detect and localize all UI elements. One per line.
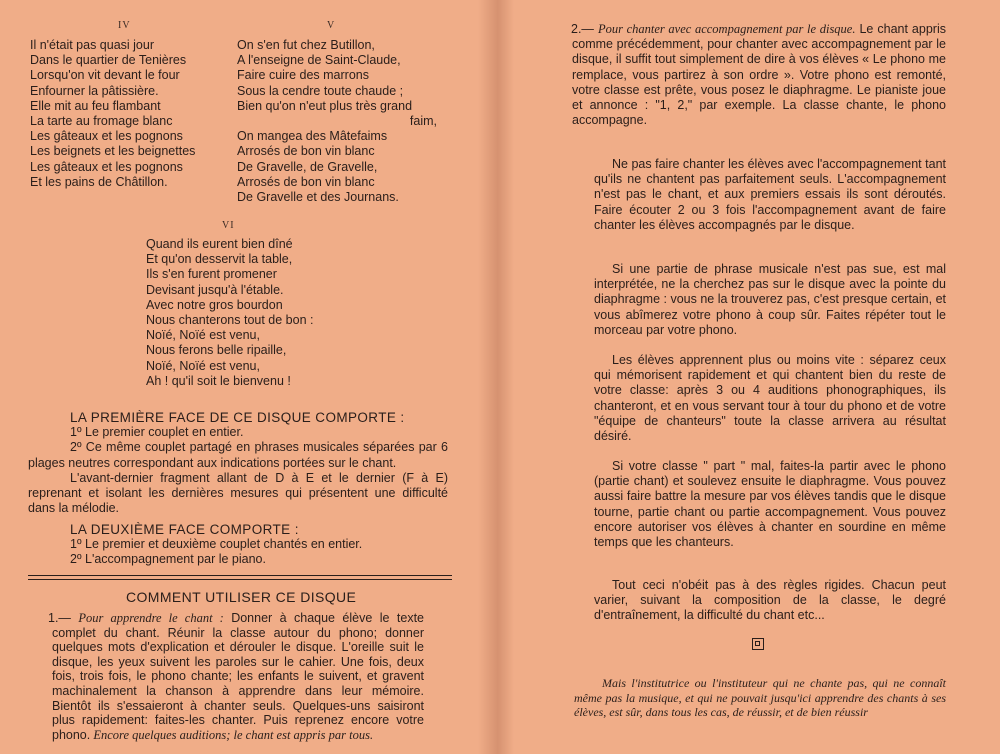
face-one-item: 2º Ce même couplet partagé en phrases musicales séparées par 6 plages neutres correspondant aux indications portées sur le chant. [28, 440, 448, 470]
stanza-vi-numeral: VI [222, 220, 235, 231]
stanza-v-numeral: V [327, 20, 336, 31]
verse-line: Nous chanterons tout de bon : [146, 313, 314, 328]
verse-line: faim, [409, 114, 437, 129]
stanza-v [237, 38, 437, 205]
step-body: Le chant appris comme précédemment, pour chanter avec accompagnement par le disque, il suffit tout simplement de dire à vos élèves « Le phono me remplace, vous partirez à son ordre ». Votre phono est remonté, votre classe est prête, vous posez le diaphragme. Le pianiste joue et annonce : "1, 2," par exemple. La classe chante, le phono accompagne. [572, 22, 946, 128]
verse-line: Les gâteaux et les pognons [30, 129, 183, 144]
verse-line: Enfourner la pâtissière. [30, 83, 159, 98]
verse-line: On mangea des Mâtefaims [237, 129, 388, 144]
step-number: 1.— [48, 611, 71, 625]
verse-line: De Gravelle, de Gravelle, [237, 159, 378, 174]
verse-line: Elle mit au feu flambant [30, 98, 161, 113]
paragraph-phrase: Si une partie de phrase musicale n'est pas sue, est mal interprétée, ne la cherchez pas sur le disque avec la pointe du diaphragme : vous ne la trouverez pas, c'est presque certain, et vous abîmerez votre phono à coup sûr. Faites répéter tout le morceau par votre phono. [594, 262, 946, 337]
paragraph-rules: Tout ceci n'obéit pas à des règles rigides. Chacun peut varier, suivant la composition de la classe, le degré d'entraînement, la difficulté du chant etc... [594, 578, 946, 623]
stanza-iv-numeral: IV [118, 20, 131, 31]
stanza-vi [146, 237, 313, 389]
verse-line: A l'enseigne de Saint-Claude, [237, 53, 401, 68]
divider-rule [28, 575, 452, 576]
ornament-icon [752, 638, 764, 650]
step-lead: Pour chanter avec accompagnement par le disque. [597, 22, 856, 36]
verse-line: De Gravelle et des Journans. [237, 190, 399, 205]
verse-line: Nous ferons belle ripaille, [146, 343, 287, 358]
step-body: Donner à chaque élève le texte complet du chant. Réunir la classe autour du phono; donner quelques mots d'explication et dérouler le disque. L'oreille suit le disque, les yeux suivent les paroles sur le cahier. Une fois, deux fois, trois fois, le phono chante; les enfants le suivent, et gravent machinalement la chanson à apprendre dans leur mémoire. Bientôt ils s'essaieront à chanter seuls. Quelques-uns saisiront plus rapidement: faites-les chanter. Puis reprenez encore votre phono. [52, 611, 424, 742]
paragraph-part: Si votre classe " part " mal, faites-la partir avec le phono (partie chant) et soulevez ensuite le diaphragme. Vous pouvez aussi faire battre la mesure par vos élèves tandis que le disque tourne, partie chant ou partie accompagnement. Vous pouvez encore autoriser vos élèves à chanter en sourdine en même temps que les chanteurs. [594, 459, 946, 550]
paragraph-accompaniment: Ne pas faire chanter les élèves avec l'accompagnement tant qu'ils ne chantent pas parfaitement seuls. L'accompagnement n'est pas le chant, et aux premiers essais ils sont déroutés. Faire écouter 2 ou 3 fois l'accompagnement avant de faire chanter les élèves accompagnés par le disque. [594, 157, 946, 232]
verse-line: Les beignets et les beignettes [30, 144, 196, 159]
verse-line: Faire cuire des marrons [237, 68, 369, 83]
verse-line: Il n'était pas quasi jour [30, 38, 154, 52]
verse-line: Bien qu'on n'eut plus très grand [237, 98, 413, 113]
verse-line: La tarte au fromage blanc [30, 114, 173, 129]
left-page [0, 0, 480, 754]
verse-line: Arrosés de bon vin blanc [237, 144, 375, 159]
closing-quote: Mais l'institutrice ou l'instituteur qui ne chante pas, qui ne connaît même pas la musique, et qui ne pouvait jusqu'ici apprendre des chants à ses élèves, est sûr, dans tous les cas, de réussir, et de bien réussir [574, 676, 946, 719]
verse-line: Arrosés de bon vin blanc [237, 174, 375, 189]
usage-step-2 [572, 22, 946, 128]
verse-line: Et qu'on desservit la table, [146, 252, 293, 267]
right-page [500, 0, 1000, 754]
verse-line: Les gâteaux et les pognons [30, 159, 183, 174]
verse-line: Quand ils eurent bien dîné [146, 237, 293, 251]
verse-line: Dans le quartier de Tenières [30, 53, 187, 68]
paragraph-pupils: Les élèves apprennent plus ou moins vite : séparez ceux qui mémorisent rapidement et qui chantent bien du reste de votre classe: après 3 ou 4 auditions phonographiques, ils chanteront, et en vous servant tour à tour du phono et de votre "équipe de chanteurs" toute la classe arrivera au résultat désiré. [594, 353, 946, 444]
verse-line: Ah ! qu'il soit le bienvenu ! [146, 373, 291, 388]
verse-line: Avec notre gros bourdon [146, 297, 283, 312]
face-one-item: L'avant-dernier fragment allant de D à E et le dernier (F à E) reprenant et isolant les dernières mesures qui présentent une difficulté dans la mélodie. [28, 470, 448, 516]
verse-line: On s'en fut chez Butillon, [237, 38, 375, 52]
face-two-section [28, 522, 448, 568]
usage-heading: COMMENT UTILISER CE DISQUE [126, 589, 357, 605]
divider-rule [28, 579, 452, 580]
face-one-heading: LA PREMIÈRE FACE DE CE DISQUE COMPORTE : [70, 410, 405, 425]
verse-line: Noïé, Noïé est venu, [146, 328, 260, 343]
verse-line: Et les pains de Châtillon. [30, 174, 168, 189]
step-tail: Encore quelques auditions; le chant est appris par tous. [90, 727, 374, 742]
usage-step-1 [48, 611, 424, 742]
verse-line: Devisant jusqu'à l'étable. [146, 282, 284, 297]
face-two-item: 1º Le premier et deuxième couplet chantés en entier. [70, 537, 363, 552]
face-one-item: 1º Le premier couplet en entier. [70, 425, 244, 440]
verse-line: Lorsqu'on vit devant le four [30, 68, 180, 83]
face-two-heading: LA DEUXIÈME FACE COMPORTE : [70, 522, 299, 537]
step-number: 2.— [571, 22, 594, 36]
verse-line: Noïé, Noïé est venu, [146, 358, 260, 373]
verse-line: Ils s'en furent promener [146, 267, 277, 282]
face-two-item: 2º L'accompagnement par le piano. [70, 552, 266, 567]
verse-line: Sous la cendre toute chaude ; [237, 83, 404, 98]
stanza-iv [30, 38, 195, 190]
step-lead: Pour apprendre le chant : [78, 611, 224, 625]
face-one-section [28, 410, 448, 516]
